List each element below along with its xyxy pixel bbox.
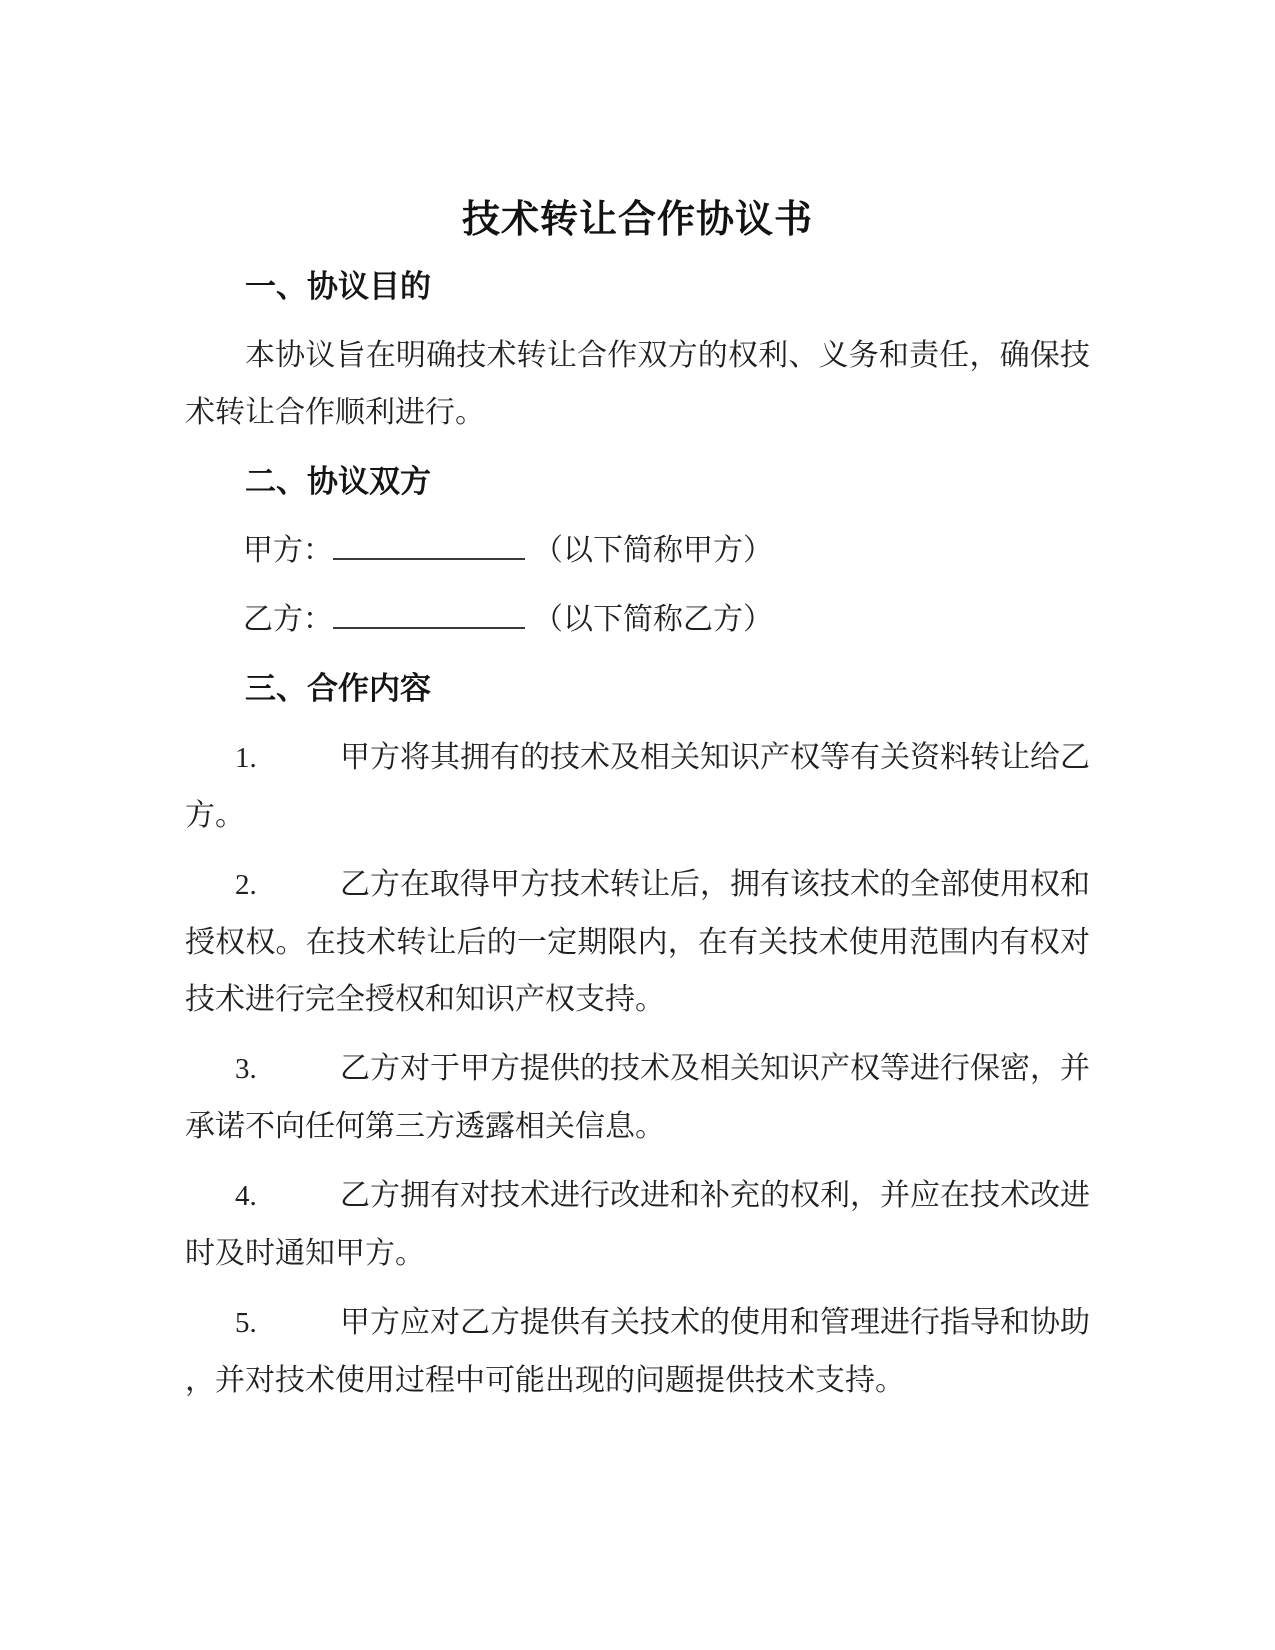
party-b-suffix: （以下简称乙方） <box>533 603 773 636</box>
purpose-paragraph: 本协议旨在明确技术转让合作双方的权利、义务和责任，确保技术转让合作顺利进行。 <box>185 339 1090 429</box>
party-a-suffix: （以下简称甲方） <box>533 534 773 567</box>
content-item-3 <box>185 1040 1090 1155</box>
content-item-4 <box>185 1167 1090 1282</box>
party-b-blank <box>333 593 525 629</box>
document-content <box>185 196 1090 1409</box>
document-title <box>185 196 1090 244</box>
item-4-text: 乙方拥有对技术进行改进和补充的权利，并应在技术改进时及时通知甲方。 <box>185 1179 1090 1270</box>
item-5-text: 甲方应对乙方提供有关技术的使用和管理进行指导和协助，并对技术使用过程中可能出现的问题提供技术支持。 <box>185 1306 1090 1397</box>
section-heading-purpose: 一、协议目的 <box>245 269 431 304</box>
party-a-blank <box>333 524 525 560</box>
item-2-number: 2. <box>235 869 257 901</box>
title-segment: 术转让 <box>500 199 618 241</box>
content-item-1 <box>185 729 1090 844</box>
party-a-row <box>185 522 1090 579</box>
section-heading-content: 三、合作内容 <box>245 671 431 706</box>
section-heading-parties: 二、协议双方 <box>245 464 431 499</box>
item-4-number: 4. <box>235 1180 257 1212</box>
item-1-text: 甲方将其拥有的技术及相关知识产权等有关资料转让给乙方。 <box>185 741 1090 832</box>
title-segment: 协议书 <box>696 199 814 241</box>
party-a-label: 甲方： <box>243 534 333 567</box>
party-b-label: 乙方： <box>243 603 333 636</box>
content-item-2 <box>185 856 1090 1028</box>
title-segment: 合作 <box>618 199 697 241</box>
party-b-row <box>185 591 1090 648</box>
item-5-number: 5. <box>235 1307 257 1339</box>
item-1-number: 1. <box>235 742 257 774</box>
item-3-number: 3. <box>235 1053 257 1085</box>
item-2-text: 乙方在取得甲方技术转让后，拥有该技术的全部使用权和授权权。在技术转让后的一定期限内，在有关技术使用范围内有权对技术进行完全授权和知识产权支持。 <box>185 868 1090 1016</box>
title-segment: 技 <box>461 199 501 241</box>
content-item-5 <box>185 1294 1090 1409</box>
item-3-text: 乙方对于甲方提供的技术及相关知识产权等进行保密，并承诺不向任何第三方透露相关信息。 <box>185 1052 1090 1143</box>
